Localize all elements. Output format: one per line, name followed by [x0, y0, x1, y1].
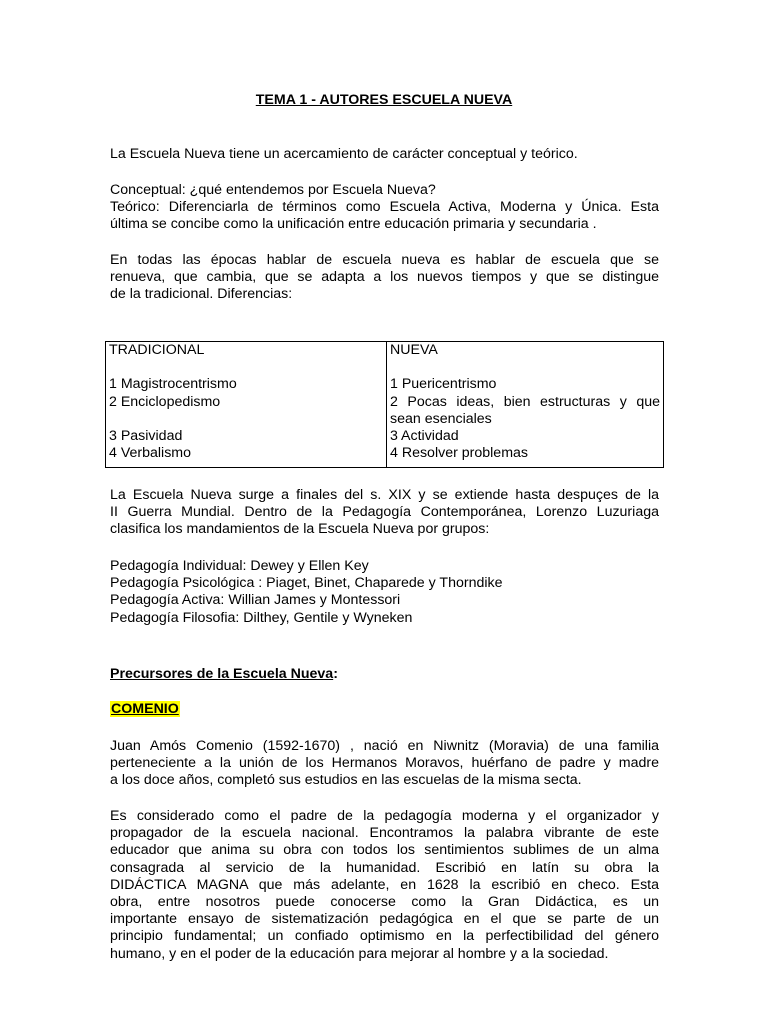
traditional-item-4: 4 Verbalismo	[109, 445, 192, 462]
table-spacer	[109, 411, 383, 428]
traditional-item-3: 3 Pasividad	[109, 427, 183, 444]
new-item-1: 1 Puericentrismo	[390, 376, 497, 393]
comenio-bio-line-1: Juan Amós Comenio (1592-1670) , nació en Niwnitz (Moravia) de una familia	[110, 738, 659, 754]
precursors-heading-text: Precursores de la Escuela Nueva	[110, 666, 334, 682]
comenio-work-line-9: humano, y en el poder de la educación para mejorar al hombre y a la sociedad.	[110, 945, 609, 962]
pedagogies-list	[110, 558, 659, 627]
comenio-work-line-7: importante ensayo de sistematización pedagógica en el que se parte de un	[110, 911, 659, 928]
table-header-new: NUEVA	[390, 342, 438, 358]
origin-paragraph	[110, 487, 659, 539]
comenio-bio-paragraph	[110, 738, 659, 790]
table-cell-new	[387, 342, 664, 468]
epochs-line-1: En todas las épocas hablar de escuela nueva es hablar de escuela que se	[110, 252, 659, 268]
definition-line-3: última se concibe como la unificación entre educación primaria y secundaria .	[110, 216, 597, 233]
table-cell-traditional	[106, 342, 387, 468]
table-row	[106, 342, 664, 468]
comparison-table	[105, 341, 664, 468]
definition-line-1: Conceptual: ¿qué entendemos por Escuela Nueva?	[110, 182, 436, 198]
list-item: Pedagogía Activa: Willian James y Montessori	[110, 592, 401, 609]
new-item-4: 4 Resolver problemas	[390, 445, 528, 462]
list-item: Pedagogía Psicológica : Piaget, Binet, Chaparede y Thorndike	[110, 575, 503, 592]
table-spacer	[390, 359, 660, 376]
traditional-item-2: 2 Enciclopedismo	[109, 393, 221, 410]
origin-line-1: La Escuela Nueva surge a finales del s. XIX y se extiende hasta despuçes de la	[110, 487, 659, 503]
new-item-3: 3 Actividad	[390, 428, 459, 444]
origin-line-2: II Guerra Mundial. Dentro de la Pedagogía Contemporánea, Lorenzo Luzuriaga	[110, 504, 659, 521]
new-item-2: 2 Pocas ideas, bien estructuras y que	[390, 393, 660, 410]
epochs-paragraph	[110, 252, 659, 304]
comenio-work-line-2: propagador de la escuela nacional. Encontramos la palabra vibrante de este	[110, 825, 659, 842]
page-title: TEMA 1 - AUTORES ESCUELA NUEVA	[255, 92, 513, 108]
comenio-heading	[110, 701, 659, 718]
comenio-heading-text: COMENIO	[111, 701, 179, 717]
list-item: Pedagogía Filosofia: Dilthey, Gentile y Wyneken	[110, 609, 413, 626]
precursors-heading-colon: :	[333, 666, 338, 682]
comenio-work-line-4: consagrada al servicio de la humanidad. Escribió en latín su obra la	[110, 859, 659, 876]
comenio-work-line-3: educador que anima su obra con todos los sentimientos sublimes de un alma	[110, 842, 659, 859]
intro-paragraph	[110, 146, 659, 163]
definition-line-2: Teórico: Diferenciarla de términos como Escuela Activa, Moderna y Única. Esta	[110, 199, 659, 216]
epochs-line-2: renueva, que cambia, que se adapta a los nuevos tiempos y que se distingue	[110, 269, 659, 286]
comenio-work-paragraph	[110, 808, 659, 963]
new-item-2-continuation: sean esenciales	[390, 410, 492, 427]
list-item: Pedagogía Individual: Dewey y Ellen Key	[110, 558, 369, 574]
comenio-work-line-8: principio fundamental; un confiado optimismo en la perfectibilidad del género	[110, 928, 659, 945]
traditional-item-1: 1 Magistrocentrismo	[109, 376, 237, 393]
intro-text: La Escuela Nueva tiene un acercamiento de carácter conceptual y teórico.	[110, 146, 578, 162]
precursors-heading	[110, 666, 659, 683]
comenio-bio-line-2: perteneciente a la unión de los Hermanos Moravos, huérfano de padre y madre	[110, 755, 659, 772]
epochs-line-3: de la tradicional. Diferencias:	[110, 286, 293, 303]
comenio-work-line-5: DIDÁCTICA MAGNA que más adelante, en 1628 la escribió en checo. Esta	[110, 876, 659, 893]
comenio-work-line-6: obra, entre nosotros puede conocerse como la Gran Didáctica, es un	[110, 894, 659, 911]
table-header-traditional: TRADICIONAL	[109, 342, 205, 358]
comenio-work-line-1: Es considerado como el padre de la pedagogía moderna y el organizador y	[110, 808, 659, 824]
comenio-bio-line-3: a los doce años, completó sus estudios en las escuelas de la misma secta.	[110, 772, 582, 789]
table-spacer	[109, 359, 383, 376]
definitions-paragraph	[110, 182, 659, 234]
origin-line-3: clasifica los mandamientos de la Escuela Nueva por grupos:	[110, 521, 490, 538]
